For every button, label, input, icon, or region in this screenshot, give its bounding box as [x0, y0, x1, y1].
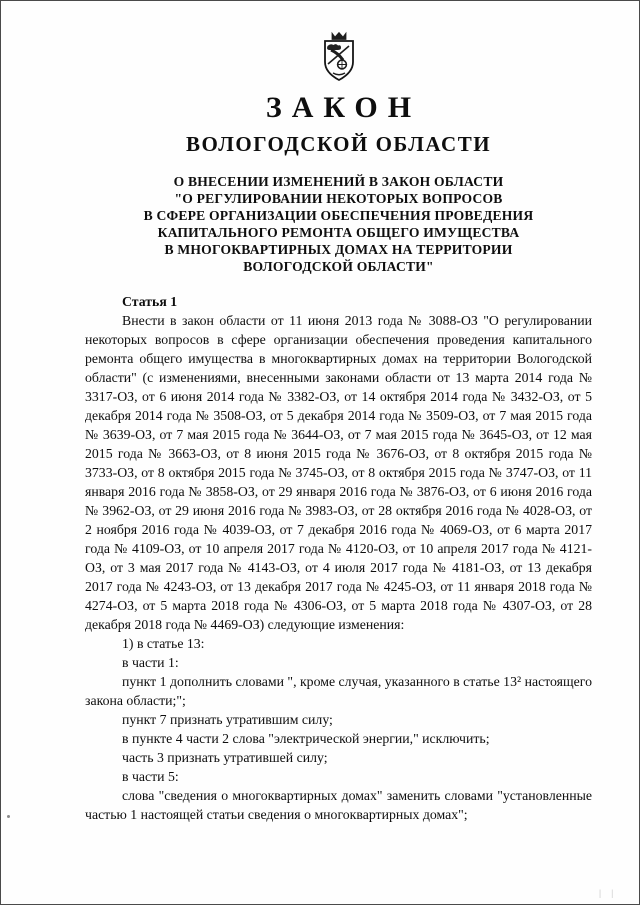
body-paragraph: в части 5: — [122, 769, 179, 784]
document-header — [85, 31, 592, 275]
coat-of-arms-icon — [319, 31, 359, 83]
article-1-body — [85, 292, 592, 824]
body-paragraph: слова "сведения о многоквартирных домах" заменить словами "установленные частью 1 настоящей статьи сведения о многоквартирных домах"; — [85, 788, 592, 822]
heading-line: "О РЕГУЛИРОВАНИИ НЕКОТОРЫХ ВОПРОСОВ — [174, 191, 503, 206]
body-paragraph: пункт 1 дополнить словами ", кроме случая, указанного в статье 13² настоящего закона области;"; — [85, 674, 592, 708]
law-subtitle: ВОЛОГОДСКОЙ ОБЛАСТИ — [185, 132, 492, 156]
heading-line: КАПИТАЛЬНОГО РЕМОНТА ОБЩЕГО ИМУЩЕСТВА — [157, 225, 520, 240]
law-heading — [85, 173, 592, 275]
heading-line: В МНОГОКВАРТИРНЫХ ДОМАХ НА ТЕРРИТОРИИ — [164, 242, 513, 257]
law-title: ЗАКОН — [265, 91, 422, 124]
body-paragraph: пункт 7 признать утратившим силу; — [122, 712, 333, 727]
heading-line: ВОЛОГОДСКОЙ ОБЛАСТИ" — [243, 259, 434, 274]
article-1-label: Статья 1 — [122, 294, 178, 309]
scan-artifact-dot — [7, 815, 10, 818]
scan-artifact-marks: | | — [599, 888, 617, 898]
body-paragraph: в части 1: — [122, 655, 179, 670]
body-paragraph: в пункте 4 части 2 слова "электрической энергии," исключить; — [122, 731, 490, 746]
body-paragraph: 1) в статье 13: — [122, 636, 205, 651]
body-paragraph: Внести в закон области от 11 июня 2013 года № 3088-ОЗ "О регулировании некоторых вопросов в сфере организации обеспечения проведения капитального ремонта общего имущества в многоквартирных домах на территории Вологодской области" (с изменениями, внесенными законами области от 13 марта 2014 года № 3317-ОЗ, от 6 июня 2014 года № 3382-ОЗ, от 14 октября 2014 года № 3432-ОЗ, от 5 декабря 2014 года № 3508-ОЗ, от 5 декабря 2014 года № 3509-ОЗ, от 7 мая 2015 года № 3639-ОЗ, от 7 мая 2015 года № 3644-ОЗ, от 7 мая 2015 года № 3645-ОЗ, от 12 мая 2015 года № 3663-ОЗ, от 8 июня 2015 года № 3676-ОЗ, от 8 октября 2015 года № 3733-ОЗ, от 8 октября 2015 года № 3745-ОЗ, от 8 октября 2015 года № 3747-ОЗ, от 11 января 2016 года № 3858-ОЗ, от 29 января 2016 года № 3876-ОЗ, от 6 июня 2016 года № 3962-ОЗ, от 29 июня 2016 года № 3983-ОЗ, от 28 октября 2016 года № 4028-ОЗ, от 2 ноября 2016 года № 4039-ОЗ, от 7 декабря 2016 года № 4069-ОЗ, от 6 марта 2017 года № 4109-ОЗ, от 10 апреля 2017 года № 4120-ОЗ, от 10 апреля 2017 года № 4121-ОЗ, от 3 мая 2017 года № 4143-ОЗ, от 4 июля 2017 года № 4181-ОЗ, от 13 декабря 2017 года № 4243-ОЗ, от 13 декабря 2017 года № 4245-ОЗ, от 11 января 2018 года № 4274-ОЗ, от 5 марта 2018 года № 4306-ОЗ, от 5 марта 2018 года № 4307-ОЗ, от 28 декабря 2018 года № 4469-ОЗ) следующие изменения: — [85, 313, 592, 632]
heading-line: В СФЕРЕ ОРГАНИЗАЦИИ ОБЕСПЕЧЕНИЯ ПРОВЕДЕНИЯ — [143, 208, 534, 223]
heading-line: О ВНЕСЕНИИ ИЗМЕНЕНИЙ В ЗАКОН ОБЛАСТИ — [173, 174, 504, 189]
body-paragraph: часть 3 признать утратившей силу; — [122, 750, 328, 765]
